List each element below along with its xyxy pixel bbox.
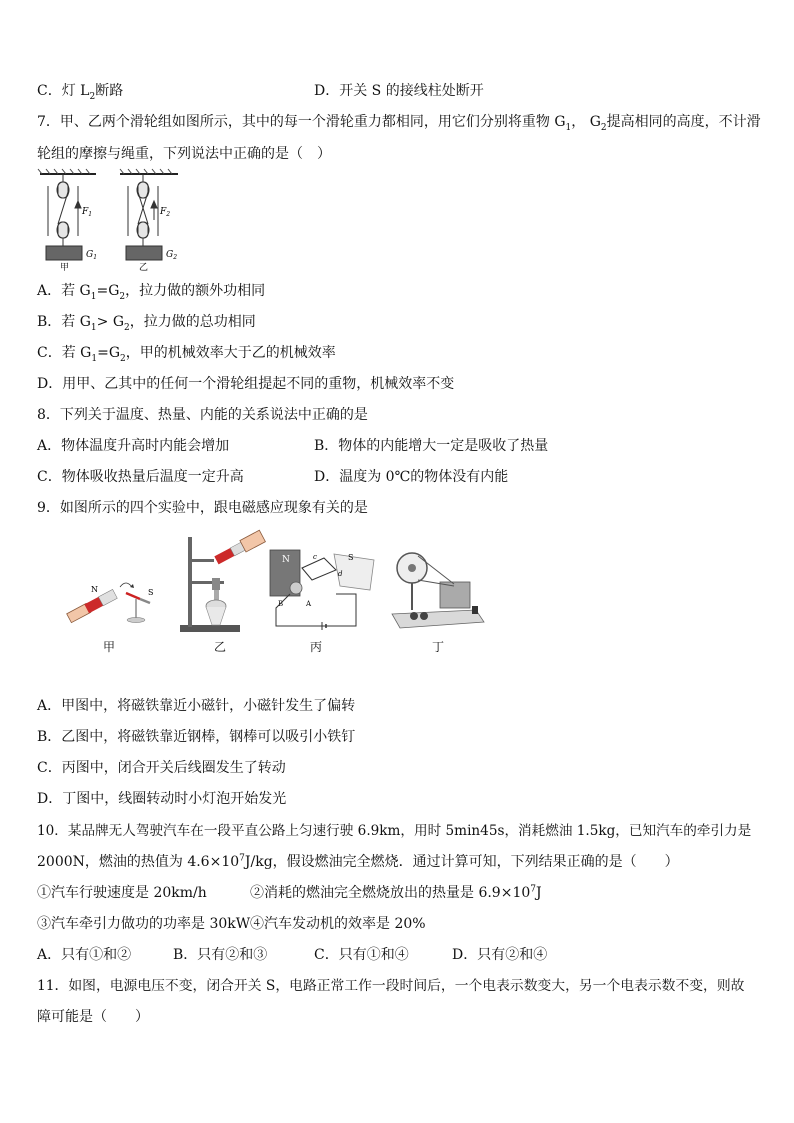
- label-f2: $F_2$: [160, 207, 171, 218]
- label-a: A: [306, 600, 312, 608]
- q8-stem: 8．下列关于温度、热量、内能的关系说法中正确的是: [37, 407, 368, 423]
- label-f1: $F_1$: [82, 207, 93, 218]
- q9-figure-bing: [266, 546, 382, 631]
- q10-stem-line2: 2000N，燃油的热值为 $4.6\times 10^7J/kg$，假设燃油完全燃烧．通过计算可知，下列结果正确的是（ ）: [37, 853, 679, 870]
- label-jia: 甲: [60, 263, 70, 273]
- label-c: c: [313, 553, 317, 561]
- q8-option-b: B．物体的内能增大一定是吸收了热量: [314, 438, 549, 454]
- q9-option-c: C．丙图中，闭合开关后线圈发生了转动: [37, 760, 286, 776]
- q7-pulley-figure: [36, 168, 186, 272]
- q6-option-c: C．灯 $L_2$断路: [37, 83, 124, 102]
- q9-caption-bing: 丙: [310, 640, 323, 654]
- q7-option-d: D．用甲、乙其中的任何一个滑轮组提起不同的重物，机械效率不变: [37, 376, 455, 392]
- q9-option-b: B．乙图中，将磁铁靠近钢棒，钢棒可以吸引小铁钉: [37, 729, 356, 745]
- q9-figure-ding: [388, 548, 486, 634]
- label-n2: N: [282, 555, 290, 565]
- label-d: d: [338, 570, 343, 578]
- q9-caption-yi: 乙: [214, 640, 227, 654]
- label-s: S: [148, 588, 154, 597]
- pulley-system-jia: [46, 174, 82, 260]
- q9-option-d: D．丁图中，线圈转动时小灯泡开始发光: [37, 791, 287, 807]
- label-yi: 乙: [139, 263, 149, 273]
- q10-option-b: B．只有②和③: [173, 947, 268, 963]
- q11-stem-line1: 11．如图，电源电压不变，闭合开关 S，电路正常工作一段时间后，一个电表示数变大，另一个电表示数不变，则故: [37, 978, 745, 994]
- q7-option-c: C．若 $G_1=G_2$，甲的机械效率大于乙的机械效率: [37, 345, 336, 364]
- q10-option-c: C．只有①和④: [314, 947, 409, 963]
- q7-stem-line1: 7．甲、乙两个滑轮组如图所示，其中的每一个滑轮重力都相同，用它们分别将重物 $G_1$， $G_2$提高相同的高度，不计滑: [37, 114, 761, 133]
- label-n: N: [91, 585, 98, 594]
- q10-stem-line1: 10．某品牌无人驾驶汽车在一段平直公路上匀速行驶 6.9km，用时 5min45s，消耗燃油 1.5kg，已知汽车的牵引力是: [37, 823, 752, 839]
- label-g1: $G_1$: [86, 250, 98, 261]
- q7-option-b: B．若 $G_1> G_2$，拉力做的总功相同: [37, 314, 256, 333]
- q8-option-c: C．物体吸收热量后温度一定升高: [37, 469, 244, 485]
- q9-figure-jia: [58, 575, 168, 630]
- q6-option-d: D．开关 S 的接线柱处断开: [314, 83, 484, 99]
- q11-stem-line2: 障可能是（ ）: [37, 1009, 149, 1025]
- q8-option-a: A．物体温度升高时内能会增加: [37, 438, 230, 454]
- q9-caption-ding: 丁: [432, 640, 445, 654]
- q10-option-a: A．只有①和②: [37, 947, 132, 963]
- q9-figure-yi: [178, 533, 268, 633]
- q9-stem: 9．如图所示的四个实验中，跟电磁感应现象有关的是: [37, 500, 368, 516]
- label-g2: $G_2$: [166, 250, 178, 261]
- q10-statement-4: ④汽车发动机的效率是 20%: [250, 916, 426, 932]
- q9-option-a: A．甲图中，将磁铁靠近小磁针，小磁针发生了偏转: [37, 698, 356, 714]
- q10-option-d: D．只有②和④: [452, 947, 548, 963]
- q10-statement-1: ①汽车行驶速度是 20km/h: [37, 885, 207, 901]
- q7-stem-line2: 轮组的摩擦与绳重，下列说法中正确的是（ ）: [37, 146, 331, 162]
- q9-caption-jia: 甲: [103, 640, 116, 654]
- label-b: B: [278, 600, 284, 608]
- q10-statement-3: ③汽车牵引力做功的功率是 30kW: [37, 916, 251, 932]
- q10-statement-2: ②消耗的燃油完全燃烧放出的热量是 $6.9\times 10^7J$: [250, 884, 542, 901]
- q7-option-a: A．若 $G_1=G_2$，拉力做的额外功相同: [37, 283, 266, 302]
- pulley-system-yi: [126, 174, 162, 260]
- label-s2: S: [348, 553, 354, 562]
- q8-option-d: D．温度为 0℃的物体没有内能: [314, 469, 509, 485]
